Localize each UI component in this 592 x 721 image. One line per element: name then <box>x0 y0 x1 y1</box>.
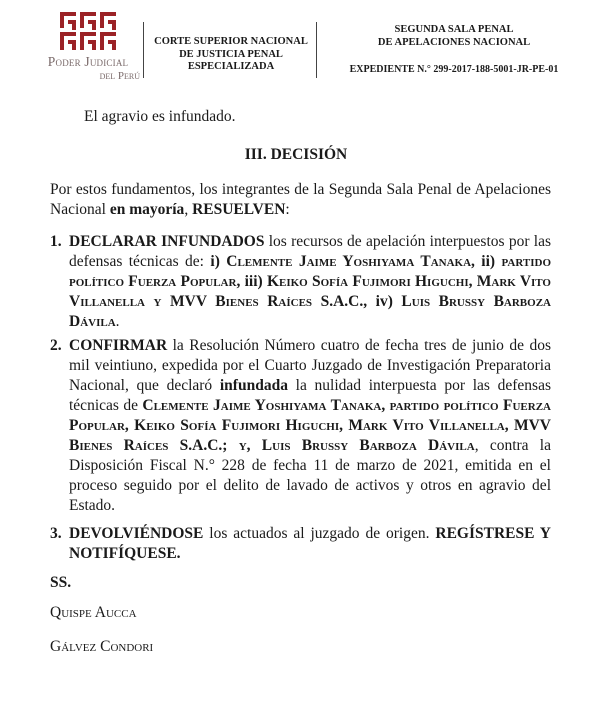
document-header <box>0 0 592 100</box>
court-line: ESPECIALIZADA <box>187 61 275 72</box>
text-run-bold: , iii) <box>236 273 267 290</box>
resolution-item-3 <box>69 524 551 564</box>
text-run-bold: en mayoría <box>109 201 185 218</box>
text-run-bold: , iv) <box>363 293 402 310</box>
text-run: , <box>184 201 193 218</box>
poder-judicial-logo <box>32 10 144 82</box>
text-run-bold: DEVOLVIÉNDOSE <box>69 525 204 542</box>
item-number: 1. <box>50 233 62 250</box>
ss-label: SS. <box>50 574 72 591</box>
text-run-bold: i) <box>210 253 227 270</box>
text-run-smallcaps: partido político Fuerza Popular <box>69 253 552 290</box>
logo-name: Poder Judicial <box>47 54 129 69</box>
text-run-bold: , ii) <box>471 253 502 270</box>
resolution-item-1 <box>69 232 551 332</box>
text-run-smallcaps: Keiko Sofía Fujimori Higuchi, Mark Vito Villanella y MVV Bienes Raíces S.A.C. <box>69 273 551 310</box>
section-title: III. DECISIÓN <box>244 146 348 163</box>
judge-signature: Gálvez Condori <box>50 638 154 655</box>
text-run-bold: CONFIRMAR <box>69 337 168 354</box>
text-run-bold: infundada <box>219 377 288 394</box>
text-run: . <box>115 313 120 330</box>
sala-name <box>330 24 578 49</box>
text-run: los recursos de apelación interpuestos por las defensas técnicas de: <box>69 233 551 270</box>
poder-judicial-emblem-icon <box>58 10 118 52</box>
sala-line: SEGUNDA SALA PENAL <box>394 24 514 35</box>
intro-sentence: El agravio es infundado. <box>84 108 236 125</box>
court-line: DE JUSTICIA PENAL <box>179 48 283 60</box>
sala-line: DE APELACIONES NACIONAL <box>377 36 531 48</box>
resolution-item-2 <box>69 336 551 516</box>
header-divider <box>143 22 144 78</box>
text-run: los actuados al juzgado de origen. <box>203 525 436 542</box>
text-run: Por estos fundamentos, los integrantes de la Segunda Sala Penal de Apelaciones Nacional <box>50 181 551 218</box>
text-run-smallcaps: Clemente Jaime Yoshiyama Tanaka <box>226 253 472 270</box>
text-run-smallcaps: Clemente Jaime Yoshiyama Tanaka, partido político Fuerza Popular, Keiko Sofía Fujimori Higuchi, Mark Vito Villanella, MVV Bienes Raíces S.A.C.; y, Luis Brussy Barboza Dávila <box>69 397 551 454</box>
text-run: : <box>285 201 290 218</box>
text-run-bold: REGÍSTRESE Y NOTIFÍQUESE. <box>69 525 551 562</box>
court-name <box>148 36 314 74</box>
item-number: 2. <box>50 337 62 354</box>
logo-subtitle: del Perú <box>99 70 140 82</box>
expediente-number: EXPEDIENTE N.° 299-2017-188-5001-JR-PE-01 <box>349 64 559 75</box>
text-run-bold: RESUELVEN <box>192 201 286 218</box>
text-run: la nulidad interpuesta por las defensas técnicas de <box>69 377 551 414</box>
text-run-bold: DECLARAR INFUNDADOS <box>69 233 265 250</box>
judge-signature: Quispe Aucca <box>50 604 137 621</box>
header-divider <box>316 22 317 78</box>
text-run: , contra la Disposición Fiscal N.° 228 de fecha 11 de marzo de 2021, emitida en el proceso seguido por el delito de lavado de activos y otros en agravio del Estado. <box>69 437 551 514</box>
decision-preamble <box>50 180 551 220</box>
court-line: CORTE SUPERIOR NACIONAL <box>154 36 308 47</box>
item-number: 3. <box>50 525 62 542</box>
text-run-smallcaps: Luis Brussy Barboza Dávila <box>69 293 551 330</box>
text-run: la Resolución Número cuatro de fecha tres de junio de dos mil veintiuno, expedida por el Cuarto Juzgado de Investigación Preparatoria Nacional, que declaró <box>69 337 551 394</box>
